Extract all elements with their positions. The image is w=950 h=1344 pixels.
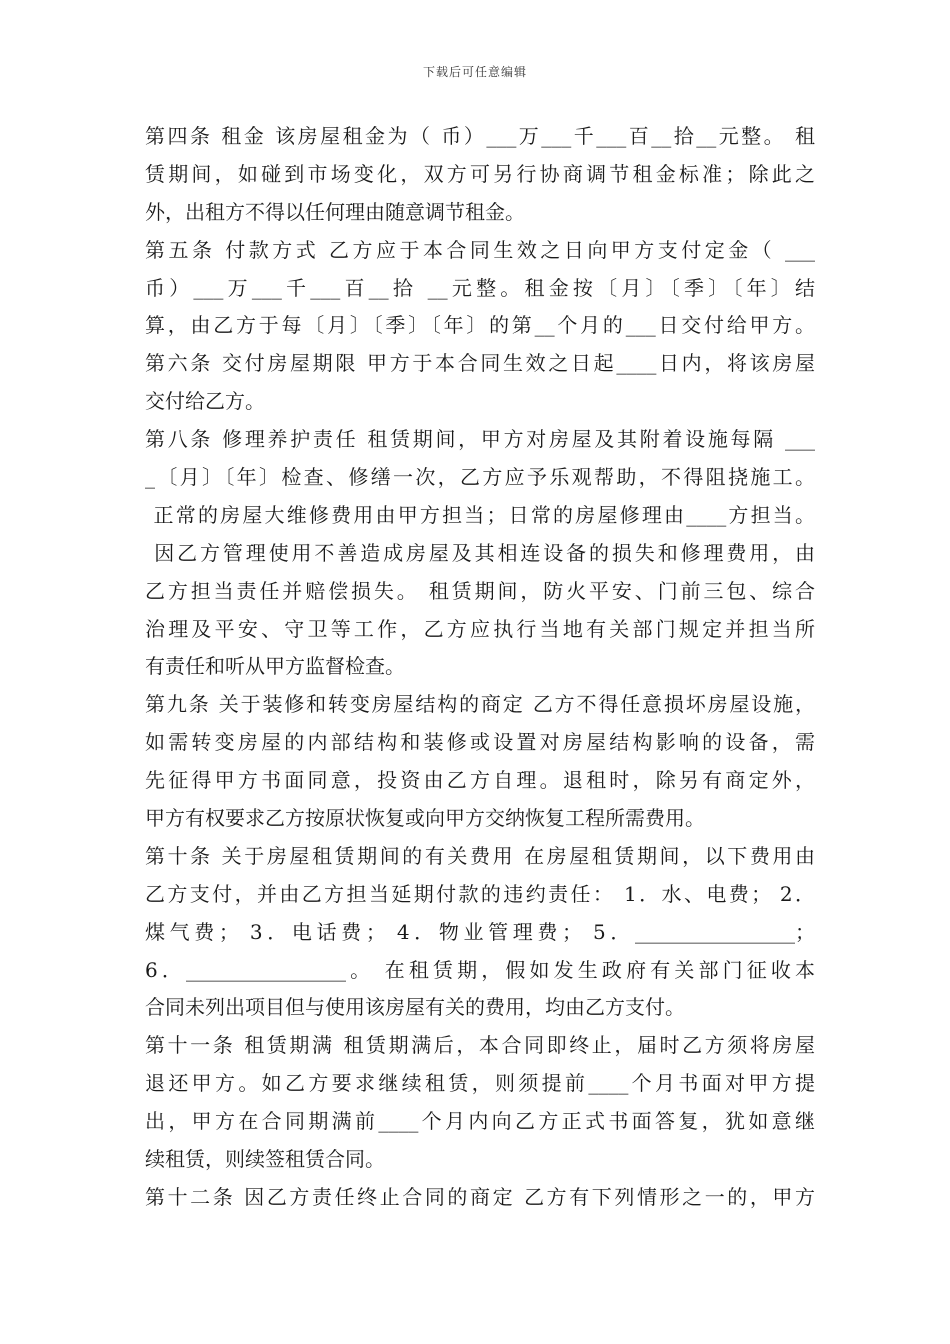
text-line: 甲方有权要求乙方按原状恢复或向甲方交纳恢复工程所需费用。 <box>145 806 705 831</box>
page-header: 下载后可任意编辑 <box>422 65 527 79</box>
text-line: 退还甲方。如乙方要求继续租赁，则须提前____个月书面对甲方提 <box>145 1071 815 1096</box>
text-line: 第八条 修理养护责任 租赁期间，甲方对房屋及其附着设施每隔 ___ <box>145 427 815 452</box>
text-line: 出，甲方在合同期满前____个月内向乙方正式书面答复，犹如意继 <box>145 1109 815 1134</box>
text-line: 第十二条 因乙方责任终止合同的商定 乙方有下列情形之一的，甲方 <box>145 1184 815 1209</box>
text-line: 治理及平安、守卫等工作，乙方应执行当地有关部门规定并担当所 <box>145 616 815 641</box>
text-line: 第五条 付款方式 乙方应于本合同生效之日向甲方支付定金（ ___ <box>145 237 815 262</box>
text-line: 交付给乙方。 <box>145 389 265 414</box>
text-line: 第十一条 租赁期满 租赁期满后，本合同即终止，届时乙方须将房屋 <box>145 1033 815 1058</box>
text-line: 6．________________。 在租赁期，假如发生政府有关部门征收本 <box>145 957 815 982</box>
text-line: 币）___万___千___百__拾 __元整。租金按〔月〕〔季〕〔年〕结 <box>145 275 815 300</box>
text-line: 先征得甲方书面同意，投资由乙方自理。退租时，除另有商定外， <box>145 768 815 793</box>
text-line: 续租赁，则续签租赁合同。 <box>145 1147 385 1172</box>
text-line: 赁期间，如碰到市场变化，双方可另行协商调节租金标准；除此之 <box>145 161 815 186</box>
text-line: 因乙方管理使用不善造成房屋及其相连设备的损失和修理费用，由 <box>145 540 815 565</box>
text-line: 第六条 交付房屋期限 甲方于本合同生效之日起____日内，将该房屋 <box>145 351 815 376</box>
text-line: 外，出租方不得以任何理由随意调节租金。 <box>145 199 525 224</box>
text-line: 第四条 租金 该房屋租金为（ 币）___万___千___百__拾__元整。 租 <box>145 124 815 148</box>
text-line: 正常的房屋大维修费用由甲方担当；日常的房屋修理由____方担当。 <box>145 502 815 527</box>
text-line: 乙方担当责任并赔偿损失。 租赁期间，防火平安、门前三包、综合 <box>145 578 815 603</box>
document-body <box>145 118 815 1217</box>
text-line: 第九条 关于装修和转变房屋结构的商定 乙方不得任意损坏房屋设施， <box>145 692 815 717</box>
text-line: 第十条 关于房屋租赁期间的有关费用 在房屋租赁期间，以下费用由 <box>145 843 815 868</box>
text-line: 煤气费； 3．电话费； 4．物业管理费； 5．________________； <box>145 919 815 944</box>
text-line: _〔月〕〔年〕检查、修缮一次，乙方应予乐观帮助，不得阻挠施工。 <box>145 465 815 490</box>
text-line: 合同未列出项目但与使用该房屋有关的费用，均由乙方支付。 <box>145 995 685 1020</box>
text-line: 有责任和听从甲方监督检查。 <box>145 654 405 679</box>
text-line: 如需转变房屋的内部结构和装修或设置对房屋结构影响的设备，需 <box>145 730 815 755</box>
text-line: 算，由乙方于每〔月〕〔季〕〔年〕的第__个月的___日交付给甲方。 <box>145 313 815 338</box>
text-line: 乙方支付，并由乙方担当延期付款的违约责任： 1．水、电费； 2． <box>145 881 815 906</box>
